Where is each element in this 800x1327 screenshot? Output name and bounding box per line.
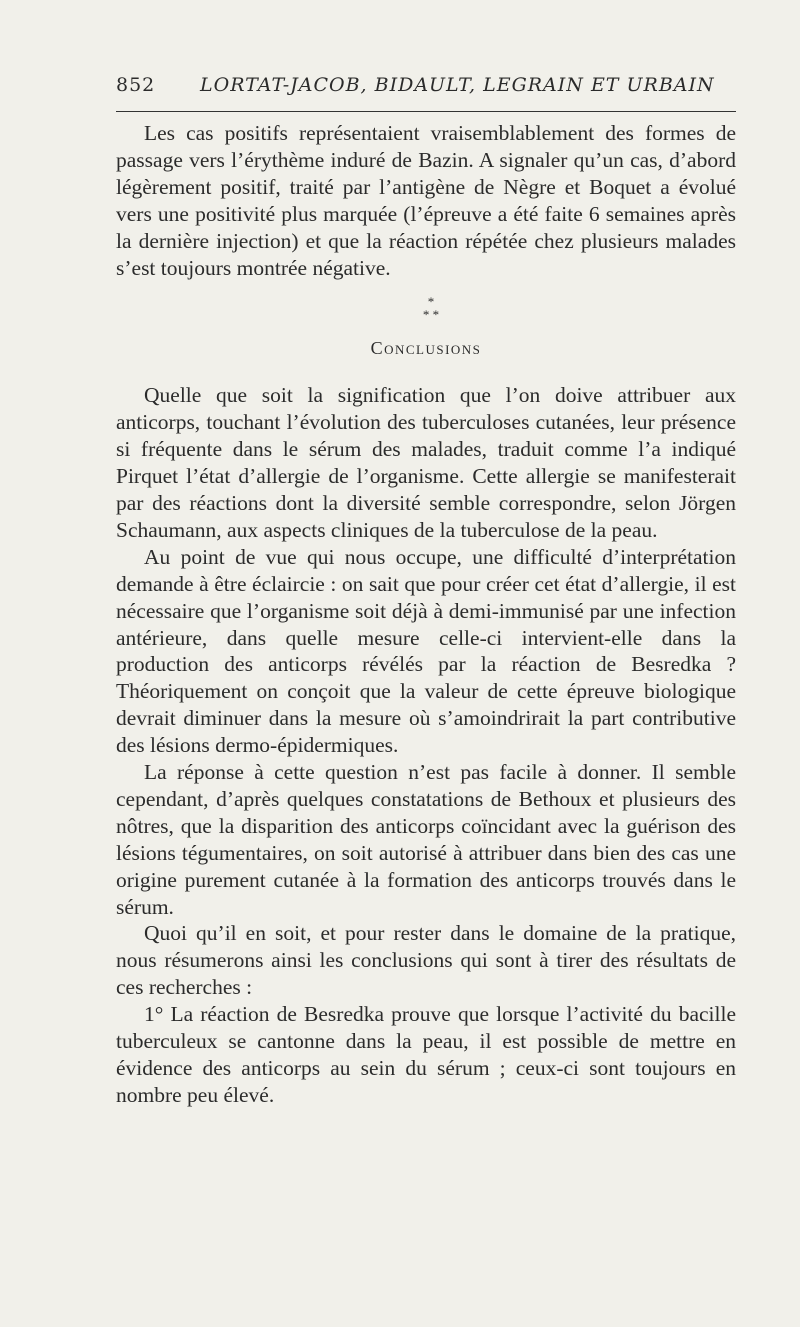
paragraph: Au point de vue qui nous occupe, une difficulté d’interprétation demande à être éclaircie : on sait que pour créer cet état d’allergie, il est nécessaire que l’organisme soit déjà à demi-immunisé par une infection antérieure, dans quelle mesure celle-ci intervient-elle dans la production des anticorps révélés par la réaction de Besredka ? Théoriquement on conçoit que la valeur de cette épreuve biologique devrait diminuer dans la mesure où s’amoindrirait la part contributive des lésions dermo-épidermiques. [116, 544, 736, 758]
page-number: 852 [116, 74, 156, 96]
paragraph: La réponse à cette question n’est pas facile à donner. Il semble cependant, d’après quelques constatations de Bethoux et plusieurs des nôtres, que la disparition des anticorps coïncidant avec la guérison des lésions tégumentaires, on soit autorisé à attribuer dans bien des cas une origine purement cutanée à la formation des anticorps trouvés dans le sérum. [116, 760, 736, 919]
header-rule [116, 111, 736, 112]
body-text [116, 120, 736, 1109]
asterism-ornament [116, 295, 736, 321]
ornament-top: * [427, 294, 435, 310]
paragraph: Les cas positifs représentaient vraisemblablement des formes de passage vers l’érythème induré de Bazin. A signaler qu’un cas, d’abord légèrement positif, traité par l’antigène de Nègre et Boquet a évolué vers une positivité plus marquée (l’épreuve a été faite 6 semaines après la dernière injection) et que la réaction répétée chez plusieurs malades s’est toujours montrée négative. [116, 121, 736, 280]
running-head: LORTAT-JACOB, BIDAULT, LEGRAIN ET URBAIN [200, 74, 715, 96]
paragraph: 1° La réaction de Besredka prouve que lorsque l’activité du bacille tuberculeux se cantonne dans la peau, il est possible de mettre en évidence des anticorps au sein du sérum ; ceux-ci sont toujours en nombre peu élevé. [116, 1002, 736, 1107]
paragraph: Quoi qu’il en soit, et pour rester dans le domaine de la pratique, nous résumerons ainsi les conclusions qui sont à tirer des résultats de ces recherches : [116, 921, 736, 1000]
paragraph: Quelle que soit la signification que l’on doive attribuer aux anticorps, touchant l’évolution des tuberculoses cutanées, leur présence si fréquente dans le sérum des malades, traduit comme l’a indiqué Pirquet l’état d’allergie de l’organisme. Cette allergie se manifesterait par des réactions dont la diversité semble correspondre, selon Jörgen Schaumann, aux aspects cliniques de la tuberculose de la peau. [116, 383, 736, 542]
ornament-bottom: * * [422, 307, 440, 323]
section-heading: Conclusions [370, 338, 482, 359]
